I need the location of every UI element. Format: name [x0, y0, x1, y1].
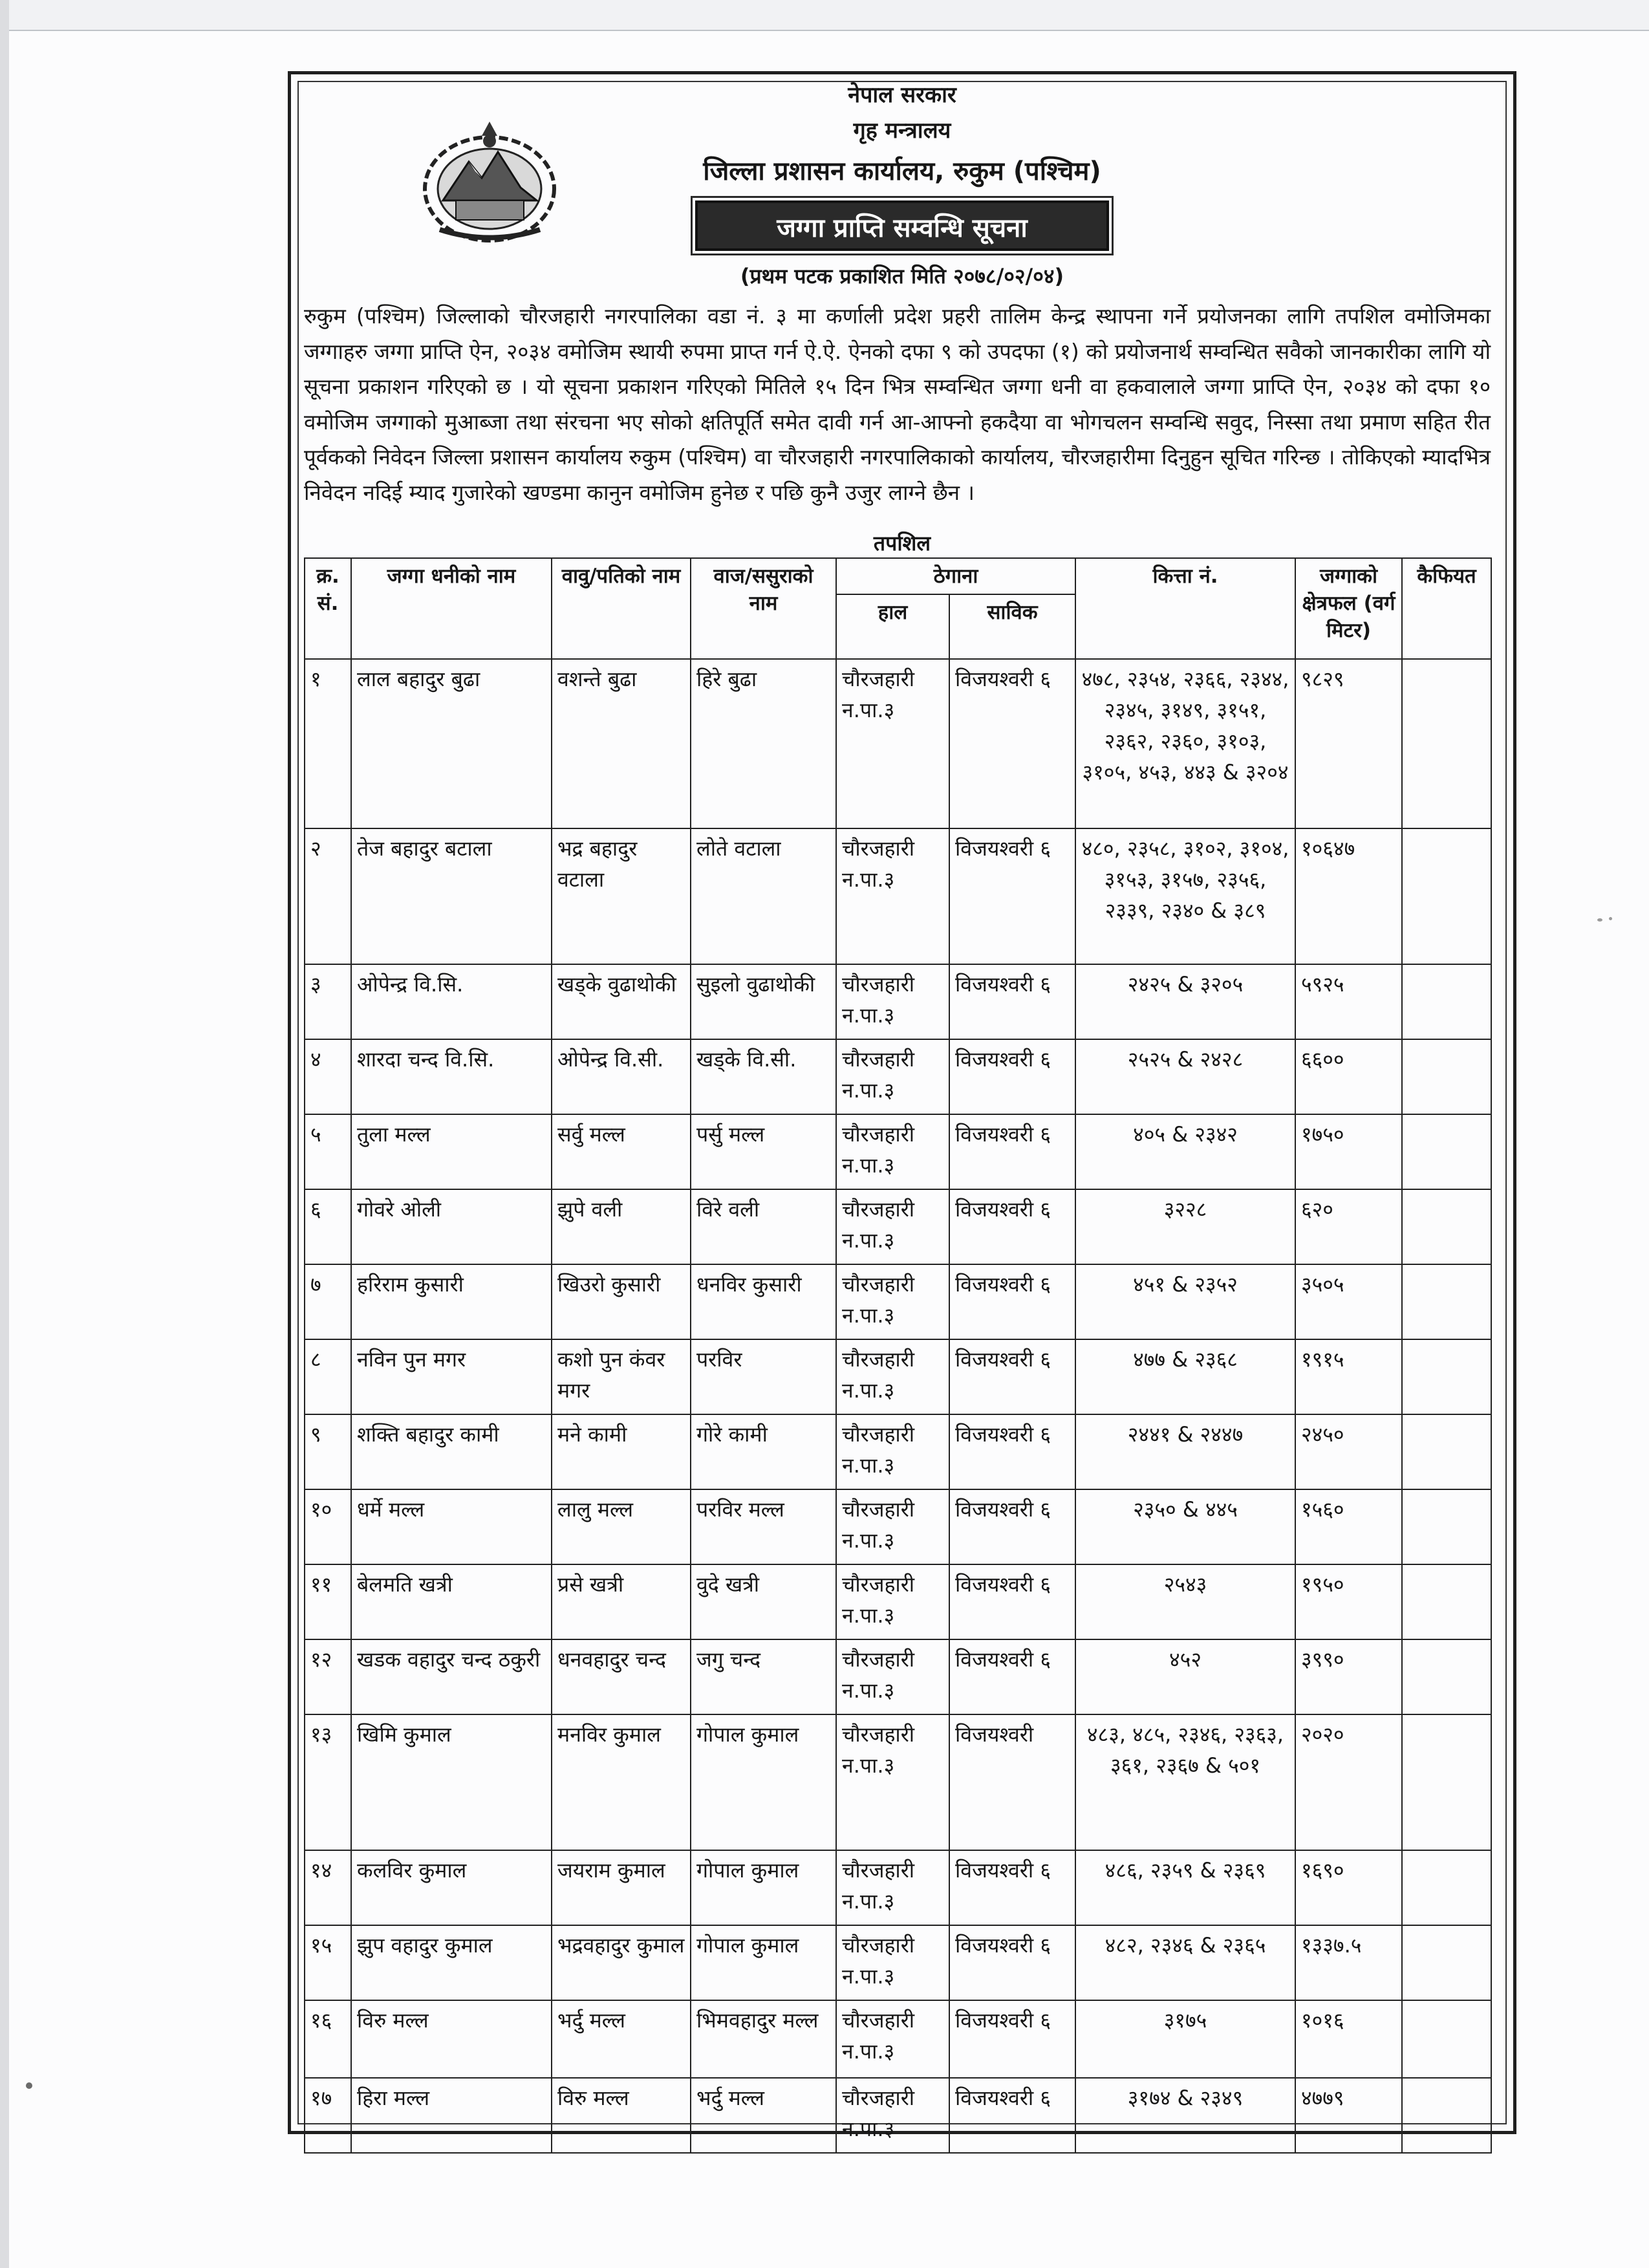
cell-kitta: ४८०, २३५८, ३१०२, ३१०४, ३१५३, ३१५७, २३५६, २३३९, २३४० & ३८९ [1075, 828, 1295, 964]
cell-current: चौरजहारी न.पा.३ [836, 964, 949, 1039]
cell-former: विजयश्वरी ६ [949, 1339, 1075, 1414]
cell-grandfather: हिरे बुढा [691, 659, 836, 828]
cell-former: विजयश्वरी ६ [949, 659, 1075, 828]
cell-sn: १० [305, 1489, 351, 1564]
cell-grandfather: भर्दु मल्ल [691, 2078, 836, 2153]
table-row [305, 1850, 1491, 1925]
cell-sn: १४ [305, 1850, 351, 1925]
cell-current: चौरजहारी न.पा.३ [836, 1264, 949, 1339]
cell-owner: खडक वहादुर चन्द ठकुरी [351, 1639, 552, 1714]
cell-former: विजयश्वरी [949, 1714, 1075, 1850]
cell-area: ५९२५ [1295, 964, 1402, 1039]
cell-current: चौरजहारी न.पा.३ [836, 1189, 949, 1264]
cell-remarks [1402, 2078, 1491, 2153]
col-header-former: साविक [949, 594, 1075, 659]
cell-area: २०२० [1295, 1714, 1402, 1850]
cell-grandfather: परविर मल्ल [691, 1489, 836, 1564]
cell-grandfather: धनविर कुसारी [691, 1264, 836, 1339]
cell-remarks [1402, 1714, 1491, 1850]
cell-father: प्रसे खत्री [552, 1564, 691, 1639]
cell-area: १३३७.५ [1295, 1925, 1402, 2000]
cell-kitta: ४८६, २३५९ & २३६९ [1075, 1850, 1295, 1925]
cell-current: चौरजहारी न.पा.३ [836, 2078, 949, 2153]
cell-sn: १७ [305, 2078, 351, 2153]
cell-current: चौरजहारी न.पा.३ [836, 2000, 949, 2078]
cell-grandfather: लोते वटाला [691, 828, 836, 964]
cell-kitta: ४७७ & २३६८ [1075, 1339, 1295, 1414]
cell-former: विजयश्वरी ६ [949, 1264, 1075, 1339]
cell-former: विजयश्वरी ६ [949, 2000, 1075, 2078]
cell-remarks [1402, 1489, 1491, 1564]
table-row [305, 1925, 1491, 2000]
scan-speck [1597, 918, 1602, 922]
cell-former: विजयश्वरी ६ [949, 1925, 1075, 2000]
cell-owner: तेज बहादुर बटाला [351, 828, 552, 964]
table-row [305, 2078, 1491, 2153]
cell-current: चौरजहारी न.पा.३ [836, 1639, 949, 1714]
cell-kitta: २४२५ & ३२०५ [1075, 964, 1295, 1039]
cell-area: १९५० [1295, 1564, 1402, 1639]
cell-sn: १६ [305, 2000, 351, 2078]
notice-title: जग्गा प्राप्ति सम्वन्धि सूचना [695, 200, 1109, 251]
cell-sn: २ [305, 828, 351, 964]
cell-former: विजयश्वरी ६ [949, 1114, 1075, 1189]
cell-sn: ४ [305, 1039, 351, 1114]
cell-grandfather: खड्के वि.सी. [691, 1039, 836, 1114]
cell-current: चौरजहारी न.पा.३ [836, 1489, 949, 1564]
land-table [304, 557, 1492, 2154]
cell-sn: ३ [305, 964, 351, 1039]
col-header-kitta: कित्ता नं. [1075, 558, 1295, 659]
table-row [305, 2000, 1491, 2078]
cell-remarks [1402, 1639, 1491, 1714]
table-row [305, 1264, 1491, 1339]
cell-father: सर्वु मल्ल [552, 1114, 691, 1189]
cell-area: ३५०५ [1295, 1264, 1402, 1339]
cell-grandfather: जगु चन्द [691, 1639, 836, 1714]
cell-kitta: ४५२ [1075, 1639, 1295, 1714]
cell-grandfather: भिमवहादुर मल्ल [691, 2000, 836, 2078]
cell-sn: १५ [305, 1925, 351, 2000]
cell-remarks [1402, 1339, 1491, 1414]
cell-area: ६२० [1295, 1189, 1402, 1264]
cell-kitta: ३१७५ [1075, 2000, 1295, 2078]
cell-former: विजयश्वरी ६ [949, 1489, 1075, 1564]
table-row [305, 1714, 1491, 1850]
cell-father: विरु मल्ल [552, 2078, 691, 2153]
cell-sn: ६ [305, 1189, 351, 1264]
table-row [305, 1489, 1491, 1564]
cell-owner: विरु मल्ल [351, 2000, 552, 2078]
cell-kitta: ४८२, २३४६ & २३६५ [1075, 1925, 1295, 2000]
col-header-address: ठेगाना [836, 558, 1075, 594]
cell-remarks [1402, 828, 1491, 964]
cell-former: विजयश्वरी ६ [949, 1414, 1075, 1489]
cell-kitta: ४५१ & २३५२ [1075, 1264, 1295, 1339]
cell-current: चौरजहारी न.पा.३ [836, 1039, 949, 1114]
cell-area: १०१६ [1295, 2000, 1402, 2078]
cell-father: भद्र बहादुर वटाला [552, 828, 691, 964]
cell-kitta: २५२५ & २४२८ [1075, 1039, 1295, 1114]
cell-sn: १३ [305, 1714, 351, 1850]
cell-owner: नविन पुन मगर [351, 1339, 552, 1414]
col-header-grandfather: वाज/ससुराको नाम [691, 558, 836, 659]
cell-area: १५६० [1295, 1489, 1402, 1564]
table-row [305, 1039, 1491, 1114]
col-header-remarks: कैफियत [1402, 558, 1491, 659]
cell-father: लालु मल्ल [552, 1489, 691, 1564]
cell-owner: हिरा मल्ल [351, 2078, 552, 2153]
col-header-owner: जग्गा धनीको नाम [351, 558, 552, 659]
cell-area: ३९९० [1295, 1639, 1402, 1714]
cell-father: जयराम कुमाल [552, 1850, 691, 1925]
publish-date: (प्रथम पटक प्रकाशित मिति २०७८/०२/०४) [740, 264, 1064, 288]
cell-current: चौरजहारी न.पा.३ [836, 1414, 949, 1489]
cell-owner: ओपेन्द्र वि.सि. [351, 964, 552, 1039]
scan-speck [1609, 917, 1612, 920]
cell-father: भद्रवहादुर कुमाल [552, 1925, 691, 2000]
cell-remarks [1402, 1414, 1491, 1489]
cell-father: मने कामी [552, 1414, 691, 1489]
cell-remarks [1402, 2000, 1491, 2078]
cell-owner: कलविर कुमाल [351, 1850, 552, 1925]
table-row [305, 1114, 1491, 1189]
cell-father: मनविर कुमाल [552, 1714, 691, 1850]
cell-sn: ७ [305, 1264, 351, 1339]
cell-grandfather: विरे वली [691, 1189, 836, 1264]
cell-father: कशो पुन कंवर मगर [552, 1339, 691, 1414]
table-row [305, 1339, 1491, 1414]
table-row [305, 1414, 1491, 1489]
cell-area: ६६०० [1295, 1039, 1402, 1114]
cell-owner: गोवरे ओली [351, 1189, 552, 1264]
cell-owner: लाल बहादुर बुढा [351, 659, 552, 828]
table-row [305, 1564, 1491, 1639]
cell-former: विजयश्वरी ६ [949, 828, 1075, 964]
cell-area: २४५० [1295, 1414, 1402, 1489]
cell-former: विजयश्वरी ६ [949, 1564, 1075, 1639]
office-name: जिल्ला प्रशासन कार्यालय, रुकुम (पश्चिम) [703, 157, 1101, 186]
cell-grandfather: गोपाल कुमाल [691, 1714, 836, 1850]
cell-former: विजयश्वरी ६ [949, 1189, 1075, 1264]
cell-grandfather: परविर [691, 1339, 836, 1414]
cell-owner: शक्ति बहादुर कामी [351, 1414, 552, 1489]
cell-father: झुपे वली [552, 1189, 691, 1264]
cell-remarks [1402, 1114, 1491, 1189]
cell-sn: ११ [305, 1564, 351, 1639]
cell-sn: १ [305, 659, 351, 828]
col-header-area: जग्गाको क्षेत्रफल (वर्ग मिटर) [1295, 558, 1402, 659]
cell-remarks [1402, 1850, 1491, 1925]
cell-sn: १२ [305, 1639, 351, 1714]
cell-sn: ८ [305, 1339, 351, 1414]
cell-kitta: २३५० & ४४५ [1075, 1489, 1295, 1564]
table-caption: तपशिल [873, 531, 931, 556]
cell-former: विजयश्वरी ६ [949, 1039, 1075, 1114]
cell-area: ९८२९ [1295, 659, 1402, 828]
cell-kitta: ३२२८ [1075, 1189, 1295, 1264]
cell-current: चौरजहारी न.पा.३ [836, 1714, 949, 1850]
cell-remarks [1402, 1925, 1491, 2000]
cell-grandfather: वुदे खत्री [691, 1564, 836, 1639]
cell-father: ओपेन्द्र वि.सी. [552, 1039, 691, 1114]
col-header-current: हाल [836, 594, 949, 659]
cell-sn: ९ [305, 1414, 351, 1489]
cell-former: विजयश्वरी ६ [949, 1850, 1075, 1925]
cell-grandfather: गोरे कामी [691, 1414, 836, 1489]
cell-grandfather: गोपाल कुमाल [691, 1850, 836, 1925]
scan-edge [0, 0, 1649, 31]
cell-kitta: ४०५ & २३४२ [1075, 1114, 1295, 1189]
cell-area: १७५० [1295, 1114, 1402, 1189]
cell-father: खड्के वुढाथोकी [552, 964, 691, 1039]
cell-owner: शारदा चन्द वि.सि. [351, 1039, 552, 1114]
cell-former: विजयश्वरी ६ [949, 2078, 1075, 2153]
cell-grandfather: सुइलो वुढाथोकी [691, 964, 836, 1039]
cell-father: भर्दु मल्ल [552, 2000, 691, 2078]
table-row [305, 964, 1491, 1039]
cell-current: चौरजहारी न.पा.३ [836, 828, 949, 964]
cell-father: वशन्ते बुढा [552, 659, 691, 828]
cell-current: चौरजहारी न.पा.३ [836, 1925, 949, 2000]
cell-kitta: ४७८, २३५४, २३६६, २३४४, २३४५, ३१४९, ३१५१, २३६२, २३६०, ३१०३, ३१०५, ४५३, ४४३ & ३२०४ [1075, 659, 1295, 828]
notice-body: रुकुम (पश्चिम) जिल्लाको चौरजहारी नगरपालिका वडा नं. ३ मा कर्णाली प्रदेश प्रहरी तालिम केन्द्र स्थापना गर्ने प्रयोजनका लागि तपशिल वमोजिमका जग्गाहरु जग्गा प्राप्ति ऐन, २०३४ वमोजिम स्थायी रुपमा प्राप्त गर्न ऐ.ऐ. ऐनको दफा ९ को उपदफा (१) को प्रयोजनार्थ सम्वन्धित सवैको जानकारीका लागि यो सूचना प्रकाशन गरिएको छ । यो सूचना प्रकाशन गरिएको मितिले १५ दिन भित्र सम्वन्धित जग्गा धनी वा हकवालाले जग्गा प्राप्ति ऐन, २०३४ को दफा १० वमोजिम जग्गाको मुआब्जा तथा संरचना भए सोको क्षतिपूर्ति समेत दावी गर्न आ-आफ्नो हकदैया वा भोगचलन सम्वन्धि सवुद, निस्सा तथा प्रमाण सहित रीत पूर्वकको निवेदन जिल्ला प्रशासन कार्यालय रुकुम (पश्चिम) वा चौरजहारी नगरपालिकाको कार्यालय, चौरजहारीमा दिनुहुन सूचित गरिन्छ । तोकिएको म्यादभित्र निवेदन नदिई म्याद गुजारेको खण्डमा कानुन वमोजिम हुनेछ र पछि कुनै उजुर लाग्ने छैन । [304, 303, 1491, 505]
government-name: नेपाल सरकार [848, 82, 956, 108]
cell-sn: ५ [305, 1114, 351, 1189]
cell-remarks [1402, 1264, 1491, 1339]
col-header-father: वावु/पतिको नाम [552, 558, 691, 659]
cell-kitta: २४४१ & २४४७ [1075, 1414, 1295, 1489]
cell-grandfather: गोपाल कुमाल [691, 1925, 836, 2000]
cell-owner: हरिराम कुसारी [351, 1264, 552, 1339]
cell-owner: खिमि कुमाल [351, 1714, 552, 1850]
cell-remarks [1402, 1564, 1491, 1639]
table-row [305, 1189, 1491, 1264]
cell-current: चौरजहारी न.पा.३ [836, 1850, 949, 1925]
table-row [305, 1639, 1491, 1714]
table-row [305, 828, 1491, 964]
cell-area: १६९० [1295, 1850, 1402, 1925]
cell-remarks [1402, 964, 1491, 1039]
cell-former: विजयश्वरी ६ [949, 964, 1075, 1039]
cell-current: चौरजहारी न.पा.३ [836, 1564, 949, 1639]
cell-current: चौरजहारी न.पा.३ [836, 659, 949, 828]
cell-owner: झुप वहादुर कुमाल [351, 1925, 552, 2000]
cell-former: विजयश्वरी ६ [949, 1639, 1075, 1714]
cell-remarks [1402, 1039, 1491, 1114]
cell-current: चौरजहारी न.पा.३ [836, 1114, 949, 1189]
table-row [305, 659, 1491, 828]
cell-kitta: २५४३ [1075, 1564, 1295, 1639]
cell-area: १९१५ [1295, 1339, 1402, 1414]
ministry-name: गृह मन्त्रालय [853, 118, 951, 144]
cell-grandfather: पर्सु मल्ल [691, 1114, 836, 1189]
cell-owner: धर्मे मल्ल [351, 1489, 552, 1564]
cell-kitta: ४८३, ४८५, २३४६, २३६३, ३६१, २३६७ & ५०१ [1075, 1714, 1295, 1850]
cell-current: चौरजहारी न.पा.३ [836, 1339, 949, 1414]
cell-remarks [1402, 1189, 1491, 1264]
cell-area: ४७७९ [1295, 2078, 1402, 2153]
cell-remarks [1402, 659, 1491, 828]
cell-owner: तुला मल्ल [351, 1114, 552, 1189]
cell-kitta: ३१७४ & २३४९ [1075, 2078, 1295, 2153]
cell-father: धनवहादुर चन्द [552, 1639, 691, 1714]
scan-edge-left [0, 0, 9, 2268]
cell-owner: बेलमति खत्री [351, 1564, 552, 1639]
col-header-sn: क्र. सं. [305, 558, 351, 659]
cell-father: खिउरो कुसारी [552, 1264, 691, 1339]
cell-area: १०६४७ [1295, 828, 1402, 964]
scan-speck [26, 2082, 32, 2089]
